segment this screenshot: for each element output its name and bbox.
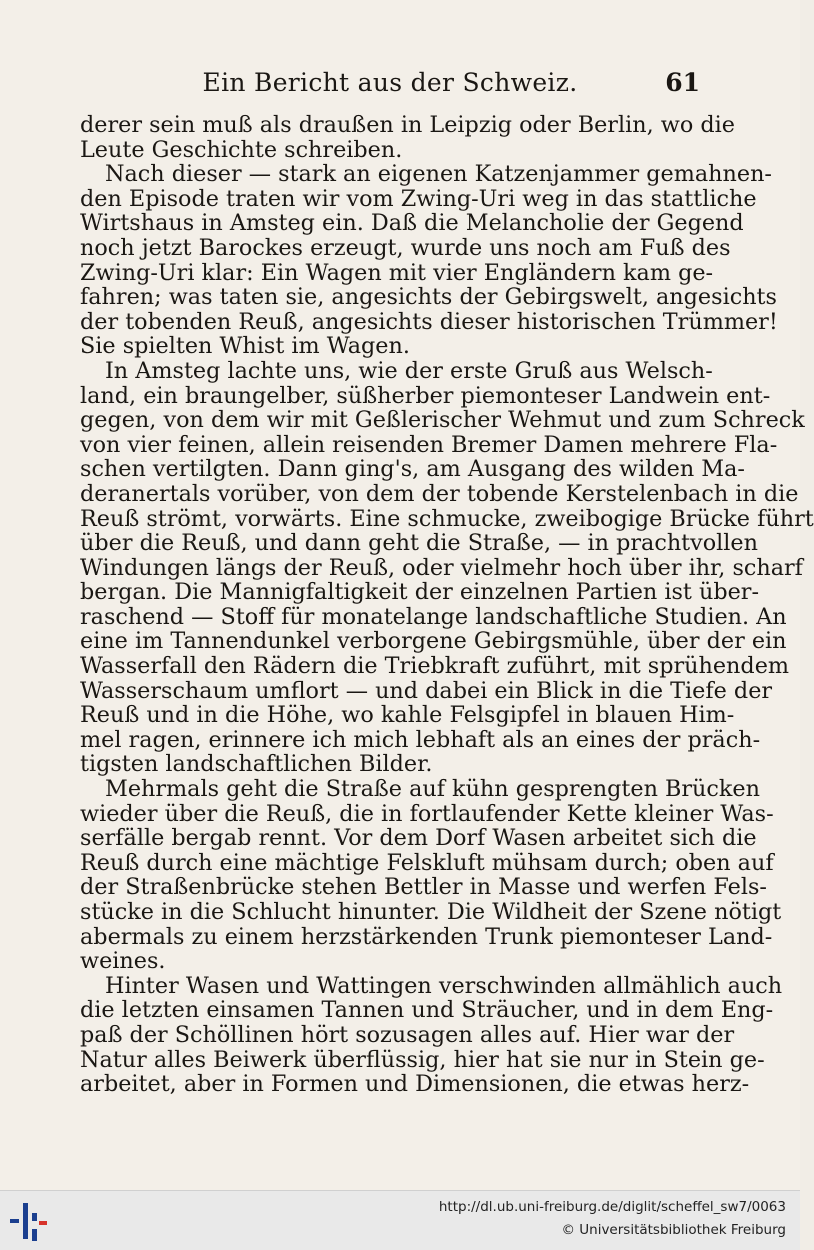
page-number: 61: [665, 68, 700, 97]
text-line: serfälle bergab rennt. Vor dem Dorf Wasen arbeitet sich die: [80, 825, 757, 852]
text-line: Nach dieser — stark an eigenen Katzenjammer gemahnen-: [105, 161, 772, 188]
text-line: Hinter Wasen und Wattingen verschwinden allmählich auch: [105, 972, 783, 999]
copyright-notice: © Universitätsbibliothek Freiburg: [561, 1222, 786, 1238]
text-line: arbeitet, aber in Formen und Dimensionen, die etwas herz-: [80, 1071, 750, 1098]
text-line: von vier feinen, allein reisenden Bremer Damen mehrere Fla-: [80, 431, 778, 458]
text-line: Reuß und in die Höhe, wo kahle Felsgipfel in blauen Him-: [80, 702, 735, 729]
text-line: Leute Geschichte schreiben.: [80, 136, 403, 163]
text-line: paß der Schöllinen hört sozusagen alles auf. Hier war der: [80, 1021, 735, 1048]
permalink-url[interactable]: http://dl.ub.uni-freiburg.de/diglit/scheffel_sw7/0063: [438, 1199, 786, 1215]
body-text: [80, 112, 814, 1098]
text-line: Natur alles Beiwerk überflüssig, hier hat sie nur in Stein ge-: [80, 1046, 765, 1073]
text-line: der tobenden Reuß, angesichts dieser historischen Trümmer!: [80, 308, 778, 335]
text-line: den Episode traten wir vom Zwing-Uri weg in das stattliche: [80, 185, 757, 212]
text-line: stücke in die Schlucht hinunter. Die Wildheit der Szene nötigt: [80, 899, 782, 925]
text-line: Wirtshaus in Amsteg ein. Daß die Melancholie der Gegend: [80, 210, 744, 237]
ub-freiburg-logo-icon[interactable]: [8, 1199, 48, 1243]
text-line: gegen, von dem wir mit Geßlerischer Wehmut und zum Schreck: [80, 407, 805, 434]
viewer-footer: [0, 1190, 800, 1250]
text-line: mel ragen, erinnere ich mich lebhaft als an eines der präch-: [80, 726, 761, 753]
text-line: Wasserfall den Rädern die Triebkraft zuführt, mit sprühendem: [80, 653, 790, 680]
running-head: [80, 66, 700, 102]
text-line: Wasserschaum umflort — und dabei ein Blick in die Tiefe der: [80, 677, 773, 704]
text-line: Mehrmals geht die Straße auf kühn gesprengten Brücken: [105, 776, 760, 803]
text-line: Reuß durch eine mächtige Felskluft mühsam durch; oben auf: [80, 849, 774, 876]
text-line: die letzten einsamen Tannen und Sträucher, und in dem Eng-: [80, 997, 774, 1024]
text-line: Sie spielten Whist im Wagen.: [80, 333, 410, 360]
text-line: wieder über die Reuß, die in fortlaufender Kette kleiner Was-: [80, 800, 774, 827]
text-line: fahren; was taten sie, angesichts der Gebirgswelt, angesichts: [80, 284, 777, 311]
text-line: land, ein braungelber, süßherber piemonteser Landwein ent-: [80, 382, 771, 409]
text-line: derer sein muß als draußen in Leipzig oder Berlin, wo die: [80, 112, 735, 138]
text-line: abermals zu einem herzstärkenden Trunk piemonteser Land-: [80, 923, 773, 950]
running-title: Ein Bericht aus der Schweiz.: [202, 68, 578, 97]
text-line: raschend — Stoff für monatelange landschaftliche Studien. An: [80, 603, 787, 630]
text-line: Zwing-Uri klar: Ein Wagen mit vier Engländern kam ge-: [80, 259, 714, 286]
text-line: der Straßenbrücke stehen Bettler in Masse und werfen Fels-: [80, 874, 767, 901]
text-line: weines.: [80, 948, 166, 975]
text-line: tigsten landschaftlichen Bilder.: [80, 751, 433, 778]
text-line: noch jetzt Barockes erzeugt, wurde uns noch am Fuß des: [80, 234, 731, 261]
text-line: bergan. Die Mannigfaltigkeit der einzelnen Partien ist über-: [80, 579, 759, 606]
text-line: schen vertilgten. Dann ging's, am Ausgang des wilden Ma-: [80, 456, 745, 483]
text-line: über die Reuß, und dann geht die Straße, — in prachtvollen: [80, 530, 758, 557]
text-line: eine im Tannendunkel verborgene Gebirgsmühle, über der ein: [80, 628, 787, 655]
text-line: Reuß strömt, vorwärts. Eine schmucke, zweibogige Brücke führt: [80, 505, 814, 532]
text-line: deranertals vorüber, von dem der tobende Kerstelenbach in die: [80, 480, 799, 507]
text-line: Windungen längs der Reuß, oder vielmehr hoch über ihr, scharf: [80, 554, 803, 581]
text-line: In Amsteg lachte uns, wie der erste Gruß aus Welsch-: [105, 357, 713, 384]
